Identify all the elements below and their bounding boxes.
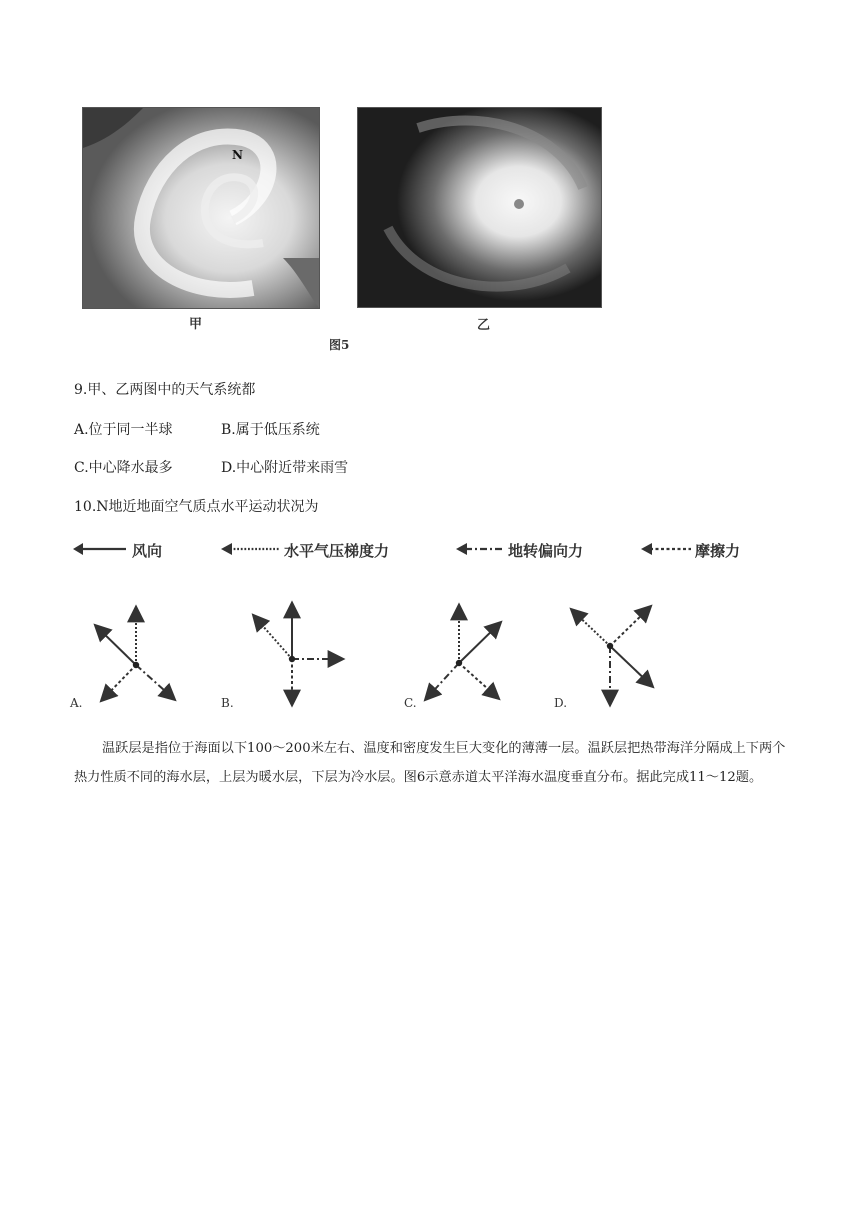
- legend-coriolis-arrow: [455, 540, 505, 558]
- option-d-diagram: [568, 598, 668, 708]
- option-d-friction-arrow: [610, 607, 650, 646]
- legend-wind-arrow: [72, 540, 128, 558]
- cyclone-image-jia: [83, 108, 319, 308]
- satellite-image-yi: [357, 107, 602, 308]
- question-9-stem: 9.甲、乙两图中的天气系统都: [74, 382, 256, 398]
- legend-pressure-label: 水平气压梯度力: [284, 542, 390, 560]
- option-a-friction-arrow: [102, 665, 136, 700]
- n-location-marker: N: [232, 148, 243, 162]
- option-c-wind-arrow: [459, 623, 500, 663]
- passage-paragraph: [74, 734, 794, 792]
- caption-yi: 乙: [477, 318, 491, 333]
- question-10-stem: 10.N地近地面空气质点水平运动状况为: [74, 499, 319, 515]
- question-9-option-a: A.位于同一半球: [74, 422, 173, 438]
- question-9-option-c: C.中心降水最多: [74, 460, 173, 476]
- option-a-label: A.: [70, 696, 83, 710]
- legend-coriolis-label: 地转偏向力: [508, 542, 584, 560]
- caption-jia: 甲: [189, 317, 203, 332]
- legend-friction-arrow: [640, 540, 692, 558]
- passage-text: 温跃层是指位于海面以下100～200米左右、温度和密度发生巨大变化的薄薄一层。温跃层把热带海洋分隔成上下两个热力性质不同的海水层，上层为暖水层，下层为冷水层。图6示意赤道太平洋海水温度垂直分布。据此完成11～12题。: [74, 741, 786, 785]
- typhoon-image-yi: [358, 108, 601, 307]
- option-c-label: C.: [404, 696, 417, 710]
- question-9-option-d: D.中心附近带来雨雪: [221, 460, 349, 476]
- option-a-coriolis-arrow: [136, 665, 174, 699]
- legend-pressure-arrow: [220, 540, 280, 558]
- option-d-pressure-arrow: [572, 610, 610, 646]
- legend-wind-label: 风向: [132, 542, 163, 560]
- legend-friction-label: 摩擦力: [695, 542, 741, 560]
- option-c-diagram: [420, 598, 520, 708]
- option-c-friction-arrow: [459, 663, 498, 698]
- option-c-coriolis-arrow: [426, 663, 459, 699]
- option-d-wind-arrow: [610, 646, 652, 686]
- figure-5-caption: 图5: [329, 338, 350, 352]
- option-b-label: B.: [221, 696, 234, 710]
- satellite-image-jia: [82, 107, 320, 309]
- option-a-wind-arrow: [96, 626, 136, 665]
- question-9-option-b: B.属于低压系统: [221, 422, 320, 438]
- option-d-label: D.: [554, 696, 568, 710]
- option-b-pressure-arrow: [254, 616, 292, 659]
- option-b-diagram: [248, 598, 348, 708]
- option-a-diagram: [88, 598, 188, 708]
